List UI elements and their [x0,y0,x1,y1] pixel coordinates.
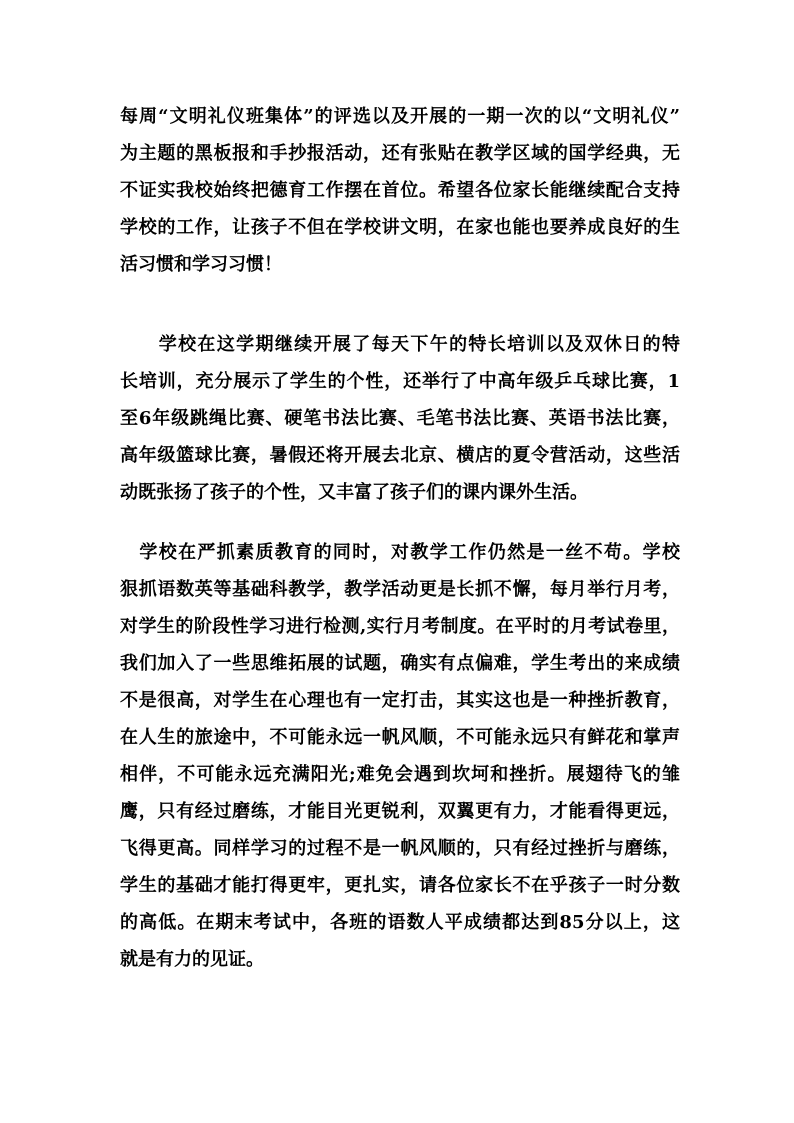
text-line: 学校的工作，让孩子不但在学校讲文明，在家也能也要养成良好的生 [120,217,680,238]
text-line: 在人生的旅途中，不可能永远一帆风顺，不可能永远只有鲜花和掌声 [120,727,680,748]
text-line: 狠抓语数英等基础科教学，教学活动更是长抓不懈，每月举行月考， [120,579,680,600]
text-line: 学校在严抓素质教育的同时，对教学工作仍然是一丝不苟。学校 [120,542,680,563]
text-line: 就是有力的见证。 [120,949,264,970]
text-line: 活习惯和学习习惯！ [120,254,282,275]
text-line: 学校在这学期继续开展了每天下午的特长培训以及双休日的特 [120,334,680,355]
text-line: 我们加入了一些思维拓展的试题，确实有点偏难，学生考出的来成绩 [120,653,680,674]
text-line: 为主题的黑板报和手抄报活动，还有张贴在教学区域的国学经典，无 [120,143,680,164]
text-line: 相伴，不可能永远充满阳光;难免会遇到坎坷和挫折。展翅待飞的雏 [120,764,680,785]
text-line: 学生的基础才能打得更牢，更扎实，请各位家长不在乎孩子一时分数 [120,875,680,896]
text-line: 动既张扬了孩子的个性，又丰富了孩子们的课内课外生活。 [120,482,588,503]
text-line: 长培训，充分展示了学生的个性，还举行了中高年级乒乓球比赛，1 [120,371,680,392]
text-line: 不证实我校始终把德育工作摆在首位。希望各位家长能继续配合支持 [120,180,680,201]
text-line: 至6年级跳绳比赛、硬笔书法比赛、毛笔书法比赛、英语书法比赛， [120,408,680,429]
paragraph-teaching-work [120,534,680,978]
text-line: 鹰，只有经过磨练，才能目光更锐利，双翼更有力，才能看得更远， [120,801,680,822]
text-line: 对学生的阶段性学习进行检测,实行月考制度。在平时的月考试卷里， [120,616,680,637]
text-line: 飞得更高。同样学习的过程不是一帆风顺的，只有经过挫折与磨练， [120,838,680,859]
text-line: 不是很高，对学生在心理也有一定打击，其实这也是一种挫折教育， [120,690,680,711]
paragraph-special-training [120,326,680,511]
paragraph-moral-education [120,98,680,283]
text-line: 每周“文明礼仪班集体”的评选以及开展的一期一次的以“文明礼仪” [120,106,680,127]
text-line: 高年级篮球比赛，暑假还将开展去北京、横店的夏令营活动，这些活 [120,445,680,466]
text-line: 的高低。在期末考试中，各班的语数人平成绩都达到85分以上，这 [120,912,680,933]
